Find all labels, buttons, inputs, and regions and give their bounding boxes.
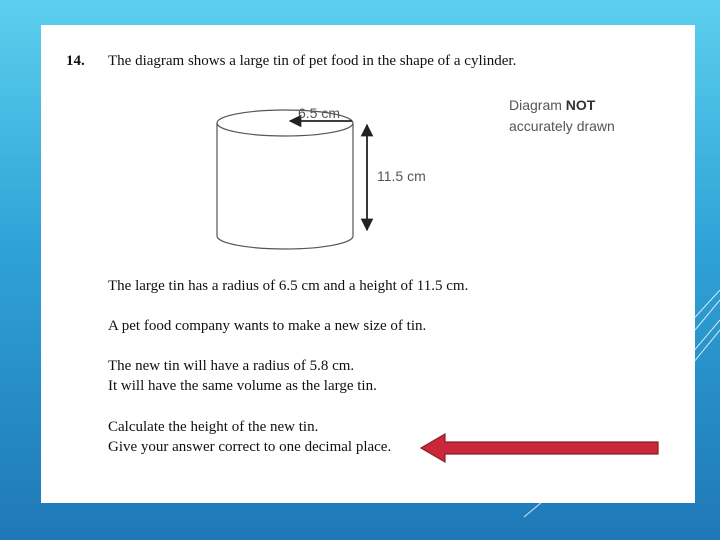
- question-line-4: It will have the same volume as the large tin.: [108, 378, 377, 394]
- question-line-5: Calculate the height of the new tin.: [108, 419, 319, 435]
- diagram-note: [509, 97, 595, 113]
- height-label: 11.5 cm: [377, 168, 426, 184]
- question-line-1: The large tin has a radius of 6.5 cm and a height of 11.5 cm.: [108, 278, 469, 294]
- question-line-6: Give your answer correct to one decimal place.: [108, 439, 392, 455]
- pointer-arrow-icon: [419, 431, 661, 465]
- question-intro: The diagram shows a large tin of pet food in the shape of a cylinder.: [108, 53, 517, 69]
- diagram-note-prefix: Diagram: [509, 97, 566, 113]
- question-line-3: The new tin will have a radius of 5.8 cm.: [108, 358, 355, 374]
- diagram-note-emphasis: NOT: [565, 97, 596, 113]
- question-line-2: A pet food company wants to make a new size of tin.: [108, 318, 427, 334]
- question-number: 14.: [66, 53, 85, 69]
- radius-label: 6.5 cm: [298, 105, 341, 121]
- diagram-note-line2: accurately drawn: [509, 118, 615, 134]
